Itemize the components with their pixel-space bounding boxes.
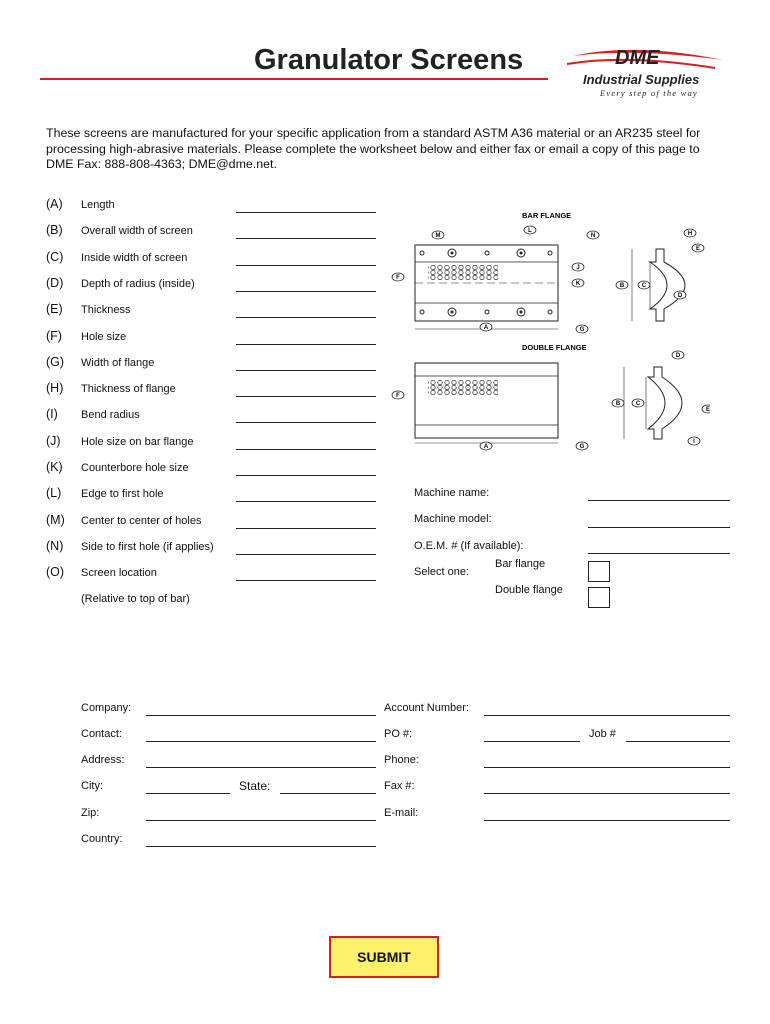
- field-letter: (L): [46, 486, 62, 501]
- field-input-line[interactable]: [236, 344, 376, 345]
- phone-label: Phone:: [384, 754, 419, 766]
- field-letter: (A): [46, 197, 63, 211]
- machine-name-field[interactable]: [588, 500, 730, 501]
- callout-letter-c: C: [635, 401, 641, 408]
- job-field[interactable]: [626, 741, 730, 742]
- field-label: Thickness of flange: [81, 383, 176, 396]
- field-label: Center to center of holes: [81, 514, 202, 527]
- screen-location-note: (Relative to top of bar): [81, 593, 190, 605]
- title-divider: [40, 78, 548, 80]
- city-label: City:: [81, 780, 103, 792]
- field-label: Width of flange: [81, 356, 155, 369]
- field-label: Counterbore hole size: [81, 462, 189, 474]
- double-flange-hole-field: [428, 380, 498, 395]
- machine-model-label: Machine model:: [414, 513, 492, 525]
- field-label: Bend radius: [81, 409, 140, 422]
- logo-brand-sub: Industrial Supplies: [583, 72, 700, 87]
- city-field[interactable]: [146, 793, 230, 794]
- field-letter: (I): [46, 407, 58, 422]
- dme-logo: [565, 42, 725, 100]
- machine-name-label: Machine name:: [414, 487, 490, 499]
- field-letter: (F): [46, 328, 62, 343]
- field-letter: (O): [46, 565, 65, 580]
- country-label: Country:: [81, 833, 123, 845]
- oem-field[interactable]: [588, 553, 730, 554]
- address-field[interactable]: [146, 767, 376, 768]
- fax-label: Fax #:: [384, 780, 415, 792]
- field-input-line[interactable]: [236, 317, 376, 318]
- country-field[interactable]: [146, 846, 376, 847]
- bar-flange-checkbox[interactable]: [588, 561, 610, 582]
- select-one-label: Select one:: [414, 566, 470, 578]
- callout-letter-f: F: [396, 393, 400, 400]
- field-input-line[interactable]: [236, 422, 376, 423]
- field-input-line[interactable]: [236, 554, 376, 555]
- phone-field[interactable]: [484, 767, 730, 768]
- callout-letter-d: D: [677, 293, 683, 300]
- callout-letter-g: G: [579, 444, 585, 451]
- field-label: Length: [81, 199, 115, 211]
- callout-letter-e: E: [705, 407, 710, 414]
- fax-field[interactable]: [484, 793, 730, 794]
- callout-letter-k: K: [575, 281, 581, 288]
- callout-letter-l: L: [528, 228, 532, 235]
- field-label: Edge to first hole: [81, 488, 164, 501]
- field-label: Hole size: [81, 330, 127, 343]
- field-input-line[interactable]: [236, 396, 376, 397]
- field-letter: (D): [46, 275, 64, 290]
- callout-letter-g: G: [579, 327, 585, 334]
- account-number-label: Account Number:: [384, 702, 469, 714]
- email-field[interactable]: [484, 820, 730, 821]
- callout-letter-a: A: [483, 444, 489, 451]
- bar-flange-hole-field: [428, 265, 498, 280]
- account-number-field[interactable]: [484, 715, 730, 716]
- field-letter: (H): [46, 381, 64, 396]
- field-letter: (E): [46, 302, 63, 317]
- company-label: Company:: [81, 702, 132, 714]
- field-label: Side to first hole (if applies): [81, 540, 214, 553]
- field-input-line[interactable]: [236, 265, 376, 266]
- field-input-line[interactable]: [236, 212, 376, 213]
- double-flange-checkbox[interactable]: [588, 587, 610, 608]
- field-letter: (B): [46, 223, 63, 238]
- logo-brand: DME: [615, 47, 660, 69]
- machine-model-field[interactable]: [588, 527, 730, 528]
- dme-logo-graphic: [565, 42, 725, 100]
- state-label: State:: [239, 779, 271, 793]
- field-input-line[interactable]: [236, 238, 376, 239]
- callout-letter-m: M: [435, 233, 441, 240]
- zip-field[interactable]: [146, 820, 376, 821]
- screen-diagram: [388, 205, 710, 463]
- contact-field[interactable]: [146, 741, 376, 742]
- bar-flange-title: BAR FLANGE: [522, 211, 572, 220]
- intro-paragraph: These screens are manufactured for your specific application from a standard ASTM A36 material or an AR235 steel for processing high-abrasive materials. Please complete the worksheet below and either fax or email a copy of this page to DME Fax: 888-808-4363; DME@dme.net.: [46, 126, 701, 171]
- field-label: Screen location: [81, 567, 157, 580]
- state-field[interactable]: [280, 793, 376, 794]
- callout-letter-n: N: [590, 233, 596, 240]
- contact-label: Contact:: [81, 728, 122, 740]
- field-letter: (N): [46, 538, 64, 553]
- callout-letter-b: B: [619, 283, 625, 290]
- field-label: Thickness: [81, 304, 131, 317]
- double-flange-profile: [648, 367, 682, 439]
- logo-tagline: Every step of the way: [600, 88, 698, 98]
- callout-letter-f: F: [396, 275, 400, 282]
- callout-letter-i: I: [693, 439, 695, 446]
- callout-letter-d: D: [675, 353, 681, 360]
- email-label: E-mail:: [384, 807, 419, 819]
- field-input-line[interactable]: [236, 370, 376, 371]
- field-input-line[interactable]: [236, 580, 376, 581]
- zip-label: Zip:: [81, 807, 100, 819]
- field-input-line[interactable]: [236, 449, 376, 450]
- field-letter: (C): [46, 249, 64, 264]
- bar-flange-profile: [650, 249, 685, 321]
- oem-label: O.E.M. # (If available):: [414, 540, 524, 552]
- job-label: Job #: [589, 728, 616, 740]
- field-input-line[interactable]: [236, 291, 376, 292]
- option-bar-flange-label: Bar flange: [495, 558, 546, 570]
- field-label: Overall width of screen: [81, 225, 193, 238]
- option-double-flange-label: Double flange: [495, 584, 563, 596]
- field-letter: (K): [46, 460, 63, 474]
- diagram-graphic: [388, 205, 710, 463]
- callout-letter-b: B: [615, 401, 621, 408]
- double-flange-title: DOUBLE FLANGE: [522, 343, 587, 352]
- field-letter: (M): [46, 512, 65, 527]
- submit-button[interactable]: SUBMIT: [329, 936, 439, 978]
- field-label: Hole size on bar flange: [81, 435, 194, 448]
- field-letter: (G): [46, 354, 65, 369]
- po-field[interactable]: [484, 741, 580, 742]
- field-label: Inside width of screen: [81, 251, 188, 264]
- field-input-line[interactable]: [236, 528, 376, 529]
- company-field[interactable]: [146, 715, 376, 716]
- callout-letter-h: H: [687, 231, 693, 238]
- field-label: Depth of radius (inside): [81, 277, 195, 290]
- field-input-line[interactable]: [236, 475, 376, 476]
- page-title: Granulator Screens: [254, 44, 524, 76]
- callout-letter-a: A: [483, 325, 489, 332]
- double-flange-plate: [415, 363, 558, 438]
- po-label: PO #:: [384, 728, 413, 740]
- callout-letter-c: C: [641, 283, 647, 290]
- field-input-line[interactable]: [236, 501, 376, 502]
- field-letter: (J): [46, 433, 61, 448]
- address-label: Address:: [81, 754, 125, 766]
- callout-letter-e: E: [695, 246, 701, 253]
- callout-letter-j: J: [576, 265, 580, 272]
